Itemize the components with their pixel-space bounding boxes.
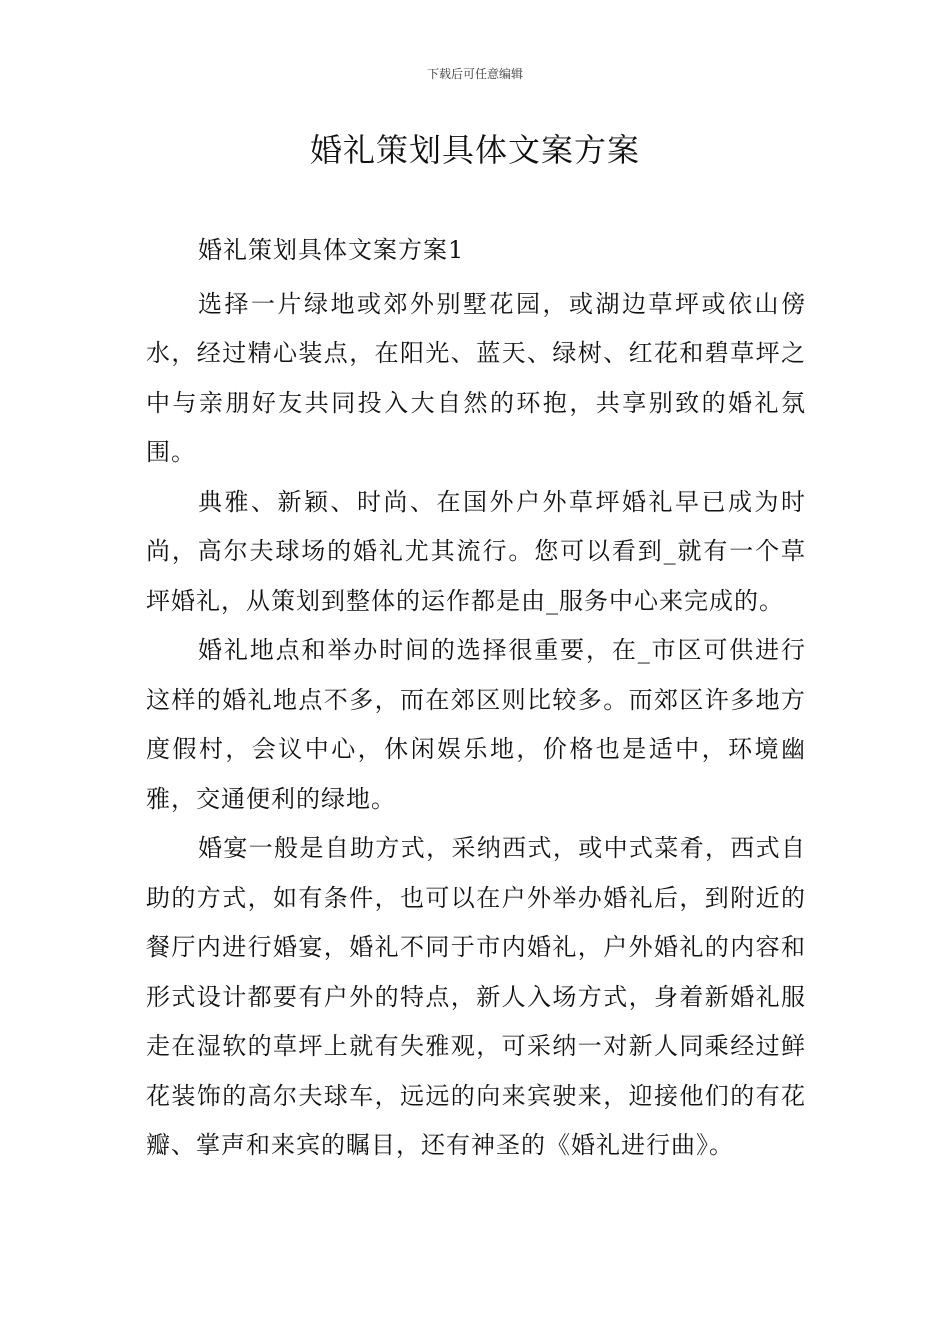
section-heading: 婚礼策划具体文案方案1 <box>198 236 465 264</box>
header-note: 下载后可任意编辑 <box>426 67 523 81</box>
paragraph-3: 婚礼地点和举办时间的选择很重要，在_市区可供进行这样的婚礼地点不多，而在郊区则比较多。而郊区许多地方度假村，会议中心，休闲娱乐地，价格也是适中，环境幽雅，交通便利的绿地。 <box>146 636 806 813</box>
document-body <box>146 226 806 1171</box>
paragraph-4: 婚宴一般是自助方式，采纳西式，或中式菜肴，西式自助的方式，如有条件，也可以在户外举办婚礼后，到附近的餐厅内进行婚宴，婚礼不同于市内婚礼，户外婚礼的内容和形式设计都要有户外的特点，新人入场方式，身着新婚礼服走在湿软的草坪上就有失雅观，可采纳一对新人同乘经过鲜花装饰的高尔夫球车，远远的向来宾驶来，迎接他们的有花瓣、掌声和来宾的瞩目，还有神圣的《婚礼进行曲》。 <box>146 834 806 1159</box>
paragraph-2: 典雅、新颖、时尚、在国外户外草坪婚礼早已成为时尚，高尔夫球场的婚礼尤其流行。您可以看到_就有一个草坪婚礼，从策划到整体的运作都是由_服务中心来完成的。 <box>146 487 806 615</box>
document-title: 婚礼策划具体文案方案 <box>309 131 640 169</box>
paragraph-1: 选择一片绿地或郊外别墅花园，或湖边草坪或依山傍水，经过精心装点，在阳光、蓝天、绿树、红花和碧草坪之中与亲朋好友共同投入大自然的环抱，共享别致的婚礼氛围。 <box>146 289 806 466</box>
